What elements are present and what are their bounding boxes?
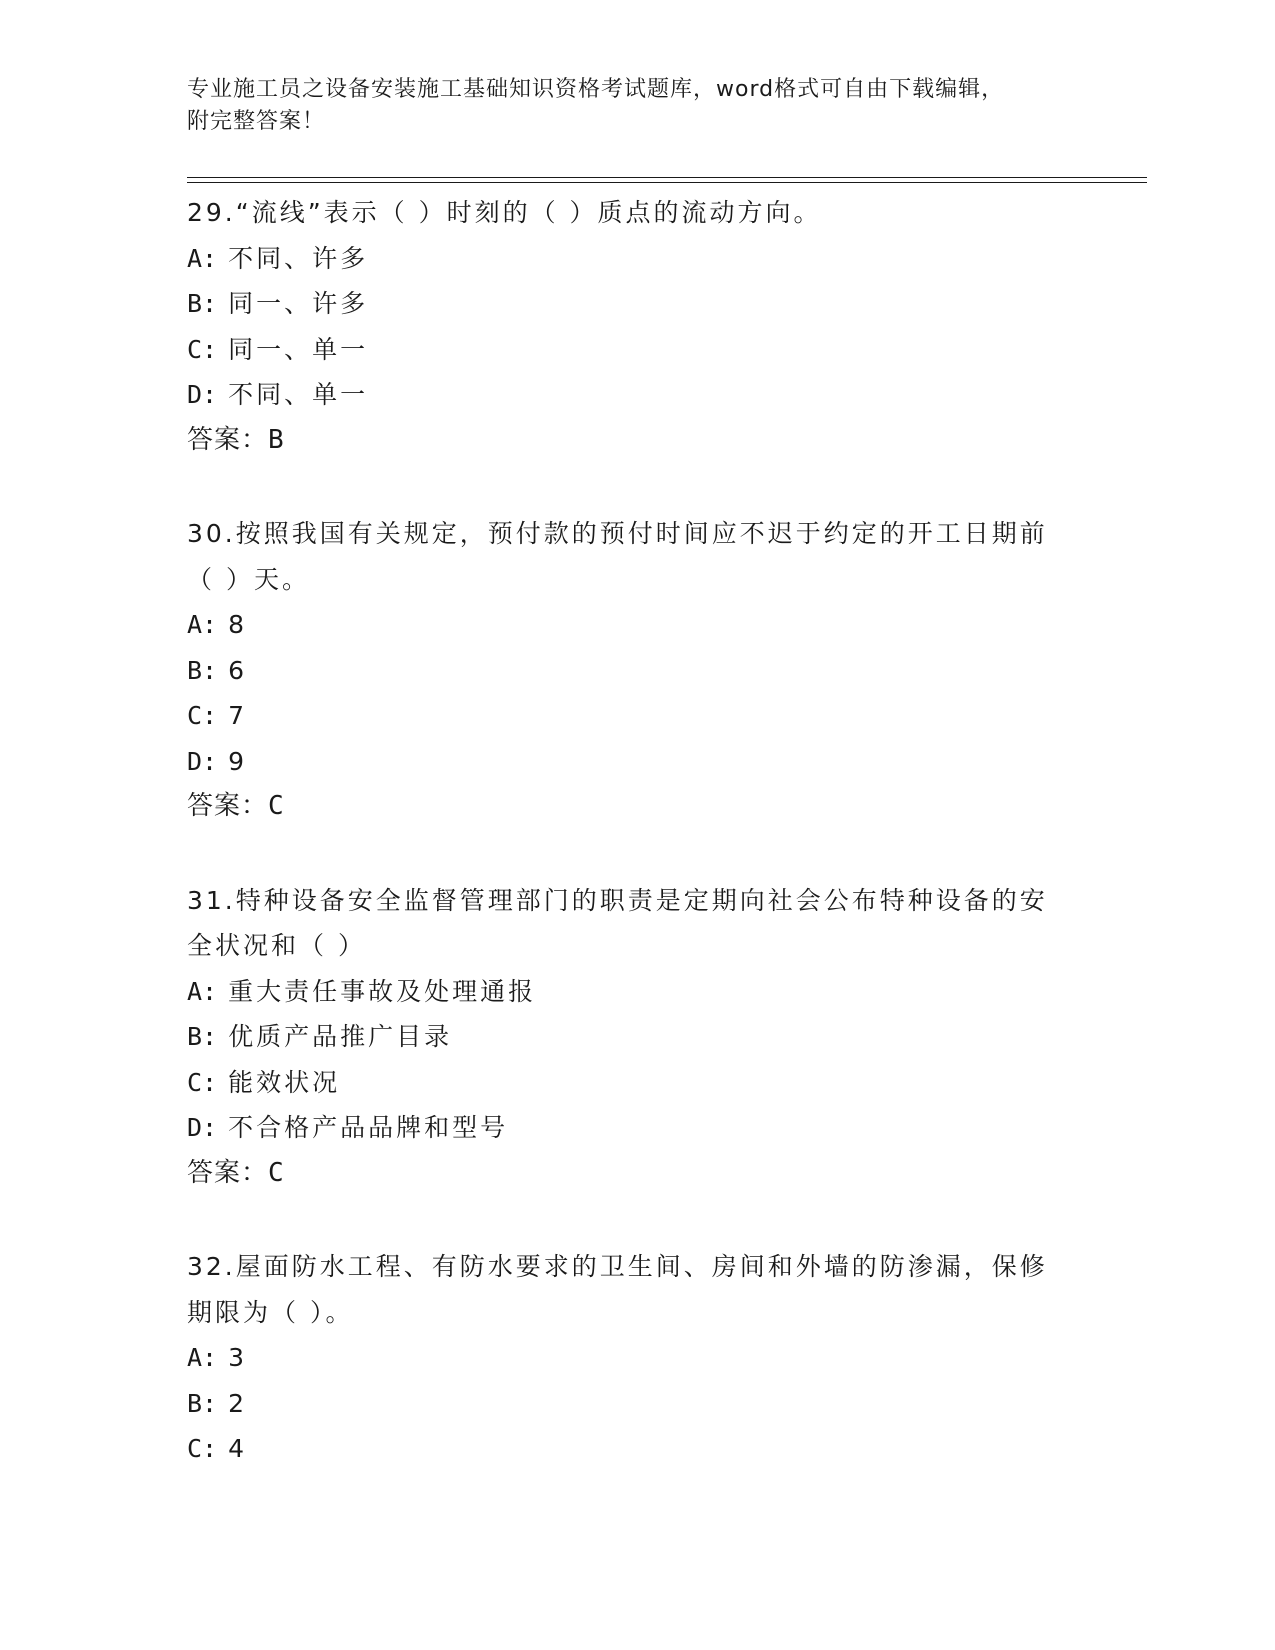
header-line-2: 附完整答案！ xyxy=(187,109,326,134)
option-text: 不合格产品品牌和型号 xyxy=(228,1113,509,1142)
answer-value: C xyxy=(268,791,285,821)
header-divider-bottom xyxy=(187,182,1147,183)
option-text: 同一、许多 xyxy=(228,289,369,318)
question-stem: 29.“流线”表示（ ）时刻的（ ）质点的流动方向。 xyxy=(187,198,822,227)
question-30 xyxy=(187,511,1087,830)
answer-value: C xyxy=(268,1157,285,1188)
answer-value: B xyxy=(268,424,285,455)
question-29 xyxy=(187,190,1087,463)
option-a xyxy=(187,1335,1087,1381)
question-stem-continued: 全状况和（ ） xyxy=(187,931,366,960)
question-list xyxy=(187,190,1087,1520)
question-32 xyxy=(187,1244,1087,1472)
answer-label: 答案： xyxy=(187,791,269,821)
header-divider-top xyxy=(187,177,1147,178)
option-letter: C: xyxy=(187,334,218,364)
question-stem: 30.按照我国有关规定，预付款的预付时间应不迟于约定的开工日期前 xyxy=(187,519,1048,548)
option-letter: C: xyxy=(187,701,218,730)
question-stem-continued: （ ）天。 xyxy=(187,564,310,594)
option-text: 优质产品推广目录 xyxy=(228,1022,453,1051)
option-text: 能效状况 xyxy=(228,1067,341,1097)
option-letter: B: xyxy=(187,289,218,318)
option-text: 6 xyxy=(228,655,247,685)
question-stem-continued: 期限为（ ）。 xyxy=(187,1297,354,1327)
option-text: 2 xyxy=(228,1388,247,1418)
option-letter: C: xyxy=(187,1067,218,1097)
answer-label: 答案： xyxy=(187,424,269,455)
option-text: 不同、许多 xyxy=(228,243,369,273)
option-d xyxy=(187,739,1087,785)
answer-line xyxy=(187,784,1087,830)
option-letter: A: xyxy=(187,976,218,1006)
option-a xyxy=(187,969,1087,1015)
option-b xyxy=(187,281,1087,327)
option-letter: B: xyxy=(187,655,218,685)
option-letter: D: xyxy=(187,1113,218,1142)
option-letter: D: xyxy=(187,380,218,409)
option-text: 9 xyxy=(228,746,247,776)
option-a xyxy=(187,602,1087,648)
option-c xyxy=(187,327,1087,373)
question-stem: 32.屋面防水工程、有防水要求的卫生间、房间和外墙的防渗漏，保修 xyxy=(187,1252,1048,1281)
answer-line xyxy=(187,418,1087,464)
option-a xyxy=(187,236,1087,282)
answer-label: 答案： xyxy=(187,1157,269,1188)
option-text: 重大责任事故及处理通报 xyxy=(228,976,537,1006)
option-text: 同一、单一 xyxy=(228,334,369,364)
option-text: 4 xyxy=(228,1434,247,1463)
header-line-1: 专业施工员之设备安装施工基础知识资格考试题库，word格式可自由下载编辑， xyxy=(187,77,1005,102)
option-c xyxy=(187,1060,1087,1106)
option-b xyxy=(187,648,1087,694)
option-letter: A: xyxy=(187,1343,218,1372)
question-31 xyxy=(187,878,1087,1197)
option-text: 不同、单一 xyxy=(228,380,369,409)
option-letter: A: xyxy=(187,610,218,639)
option-letter: B: xyxy=(187,1022,218,1051)
option-letter: D: xyxy=(187,746,218,776)
option-d xyxy=(187,1105,1087,1151)
option-d xyxy=(187,372,1087,418)
question-stem: 31.特种设备安全监督管理部门的职责是定期向社会公布特种设备的安 xyxy=(187,885,1048,915)
option-c xyxy=(187,693,1087,739)
option-letter: C: xyxy=(187,1434,218,1463)
option-b xyxy=(187,1381,1087,1427)
document-header xyxy=(187,74,1087,138)
option-b xyxy=(187,1014,1087,1060)
option-letter: B: xyxy=(187,1388,218,1418)
answer-line xyxy=(187,1151,1087,1197)
option-text: 7 xyxy=(228,701,247,730)
option-letter: A: xyxy=(187,243,218,273)
option-text: 3 xyxy=(228,1343,247,1372)
option-text: 8 xyxy=(228,610,247,639)
option-c xyxy=(187,1426,1087,1472)
